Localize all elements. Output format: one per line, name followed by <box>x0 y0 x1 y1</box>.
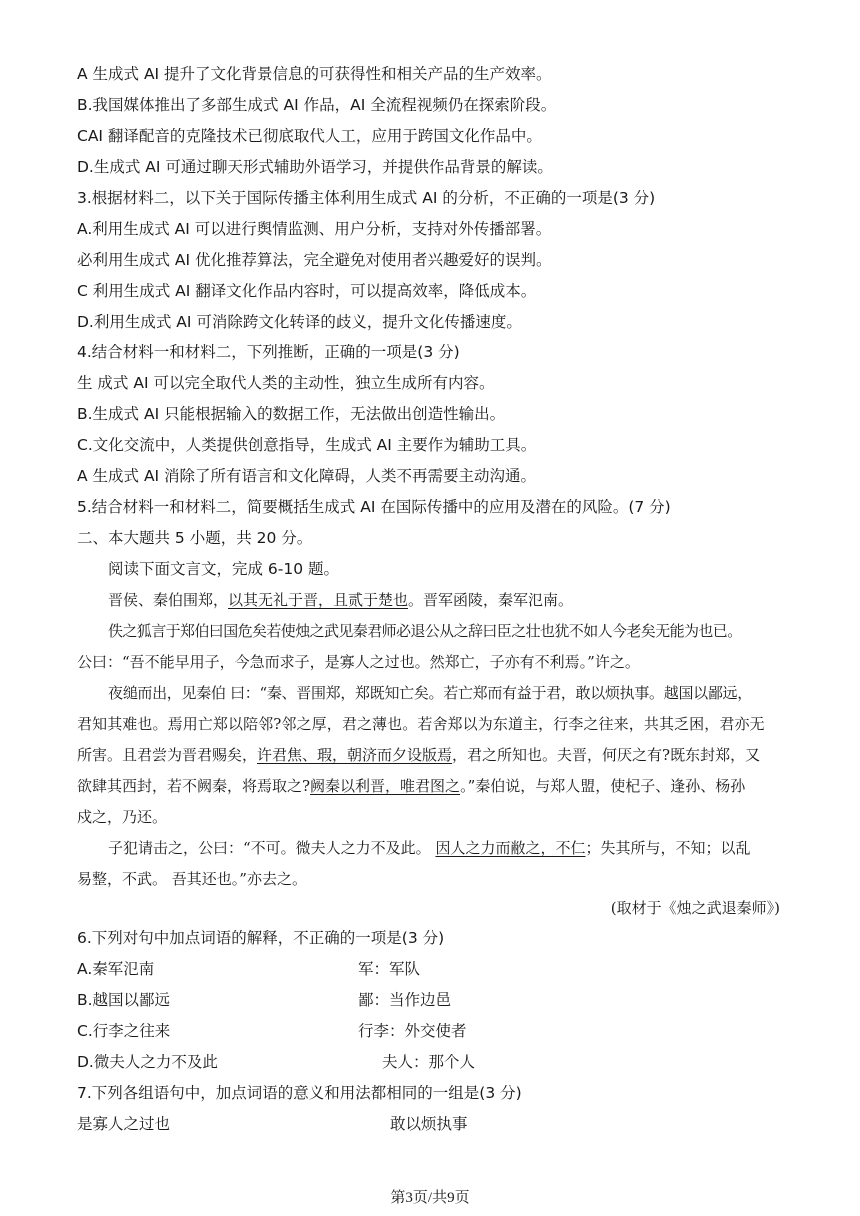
passage-paragraph-2-line-2: 公曰：“吾不能早用子，今急而求子，是寡人之过也。然郑亡，子亦有不利焉。”许之。 <box>77 653 640 671</box>
q6-option-c-gloss: 行李：外交使者 <box>358 1022 467 1040</box>
q4-option-b: B.生成式 AI 只能根据输入的数据工作，无法做出创造性输出。 <box>77 405 506 423</box>
q6-stem: 6.下列对句中加点词语的解释，不正确的一项是(3 分) <box>77 929 445 947</box>
q-option-c: CAI 翻译配音的克隆技术已彻底取代人工，应用于跨国文化作品中。 <box>77 127 542 145</box>
q6-option-b-gloss: 鄙：当作边邑 <box>358 991 452 1009</box>
q7-stem: 7.下列各组语句中，加点词语的意义和用法都相同的一组是(3 分) <box>77 1084 522 1102</box>
q6-option-d: D.微夫人之力不及此 <box>77 1053 218 1071</box>
section-instruction: 阅读下面文言文，完成 6-10 题。 <box>108 560 340 578</box>
page-number: 第3页/共9页 <box>390 1190 470 1206</box>
q4-option-c: C.文化交流中，人类提供创意指导，生成式 AI 主要作为辅助工具。 <box>77 436 537 454</box>
q4-option-d: A 生成式 AI 消除了所有语言和文化障碍，人类不再需要主动沟通。 <box>77 467 537 485</box>
q6-option-d-gloss: 夫人：那个人 <box>382 1053 476 1071</box>
q6-option-a: A.秦军氾南 <box>77 960 155 978</box>
underlined-sentence: 阙秦以利晋，唯君图之 <box>310 777 461 795</box>
q6-option-a-gloss: 军：军队 <box>358 960 421 978</box>
underlined-sentence: 以其无礼于晋，且贰于楚也 <box>228 591 409 609</box>
passage-paragraph-4-line-2: 易整，不武。 吾其还也。”亦去之。 <box>77 870 307 888</box>
q3-stem: 3.根据材料二，以下关于国际传播主体利用生成式 AI 的分析，不正确的一项是(3 分) <box>77 189 656 207</box>
q7-pair-right: 敢以烦执事 <box>390 1115 468 1133</box>
q3-option-b: 必利用生成式 AI 优化推荐算法，完全避免对使用者兴趣爱好的误判。 <box>77 251 552 269</box>
q4-stem: 4.结合材料一和材料二，下列推断，正确的一项是(3 分) <box>77 343 460 361</box>
q3-option-d: D.利用生成式 AI 可消除跨文化转译的歧义，提升文化传播速度。 <box>77 313 522 331</box>
q-option-b: B.我国媒体推出了多部生成式 AI 作品，AI 全流程视频仍在探索阶段。 <box>77 96 557 114</box>
passage-paragraph-3-line-4: 欲肆其西封，若不阙秦，将焉取之?阙秦以利晋，唯君图之。”秦伯说，与郑人盟，使杞子、逢孙、杨孙 <box>77 777 746 795</box>
passage-paragraph-3-line-1: 夜缒而出，见秦伯 曰：“秦、晋围郑，郑既知亡矣。若亡郑而有益于君，敢以烦执事。越国以鄙远， <box>108 684 752 702</box>
q3-option-c: C 利用生成式 AI 翻译文化作品内容时，可以提高效率，降低成本。 <box>77 282 537 300</box>
q3-option-a: A.利用生成式 AI 可以进行舆情监测、用户分析，支持对外传播部署。 <box>77 220 552 238</box>
q6-option-b: B.越国以鄙远 <box>77 991 171 1009</box>
q4-option-a: 生 成式 AI 可以完全取代人类的主动性，独立生成所有内容。 <box>77 374 495 392</box>
passage-paragraph-3-line-3: 所害。且君尝为晋君赐矣，许君焦、瑕，朝济而夕设版焉，君之所知也。夫晋，何厌之有?既东封郑，又 <box>77 746 761 764</box>
passage-paragraph-3-line-5: 戍之，乃还。 <box>77 808 168 826</box>
passage-paragraph-1: 晋侯、秦伯围郑，以其无礼于晋，且贰于楚也。晋军函陵，秦军氾南。 <box>108 591 574 609</box>
underlined-sentence: 许君焦、瑕，朝济而夕设版焉 <box>257 746 453 764</box>
q-option-d: D.生成式 AI 可通过聊天形式辅助外语学习，并提供作品背景的解读。 <box>77 158 553 176</box>
q6-option-c: C.行李之往来 <box>77 1022 171 1040</box>
passage-paragraph-4-line-1: 子犯请击之，公曰：“不可。微夫人之力不及此。 因人之力而敝之，不仁；失其所与，不知；以乱 <box>108 839 751 857</box>
passage-paragraph-2-line-1: 佚之狐言于郑伯曰国危矣若使烛之武见秦君师必退公从之辞曰臣之壮也犹不如人今老矣无能为也已。 <box>108 622 742 640</box>
underlined-sentence: 因人之力而敝之，不仁 <box>435 839 586 857</box>
section-heading: 二、本大题共 5 小题，共 20 分。 <box>77 529 313 547</box>
q7-pair-left: 是寡人之过也 <box>77 1115 171 1133</box>
passage-paragraph-3-line-2: 君知其难也。焉用亡郑以陪邻?邻之厚，君之薄也。若舍郑以为东道主，行李之往来，共其乏困，君亦无 <box>77 715 765 733</box>
passage-source: (取材于《烛之武退秦师》) <box>610 899 780 917</box>
q-option-a: A 生成式 AI 提升了文化背景信息的可获得性和相关产品的生产效率。 <box>77 65 552 83</box>
q5-stem: 5.结合材料一和材料二，简要概括生成式 AI 在国际传播中的应用及潜在的风险。(7 分) <box>77 498 671 516</box>
